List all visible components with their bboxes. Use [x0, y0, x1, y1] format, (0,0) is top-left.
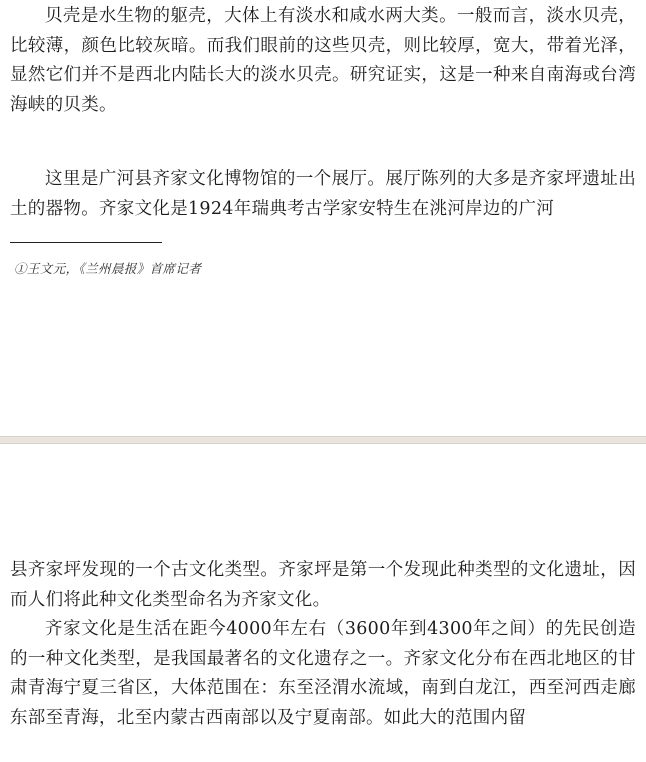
- paragraph-museum: 这里是广河县齐家文化博物馆的一个展厅。展厅陈列的大多是齐家坪遗址出土的器物。齐家文化是1924年瑞典考古学家安特生在洮河岸边的广河: [10, 169, 636, 219]
- page-separator: [0, 436, 646, 444]
- footnote-divider: [10, 242, 162, 243]
- paragraph-continuation: 县齐家坪发现的一个古文化类型。齐家坪是第一个发现此种类型的文化遗址，因而人们将此种文化类型命名为齐家文化。: [10, 560, 636, 610]
- paragraph-qijia-culture: 齐家文化是生活在距今4000年左右（3600年到4300年之间）的先民创造的一种文化类型，是我国最著名的文化遗存之一。齐家文化分布在西北地区的甘肃青海宁夏三省区，大体范围在：东至泾渭水流域，南到白龙江，西至河西走廊东部至青海，北至内蒙古西南部以及宁夏南部。如此大的范围内留: [10, 619, 636, 728]
- footnote: ①王文元，《兰州晨报》首席记者: [14, 261, 202, 276]
- paragraph-shells: 贝壳是水生物的躯壳，大体上有淡水和咸水两大类。一般而言，淡水贝壳，比较薄，颜色比较灰暗。而我们眼前的这些贝壳，则比较厚，宽大，带着光泽，显然它们并不是西北内陆长大的淡水贝壳。研究证实，这是一种来自南海或台湾海峡的贝类。: [10, 6, 636, 115]
